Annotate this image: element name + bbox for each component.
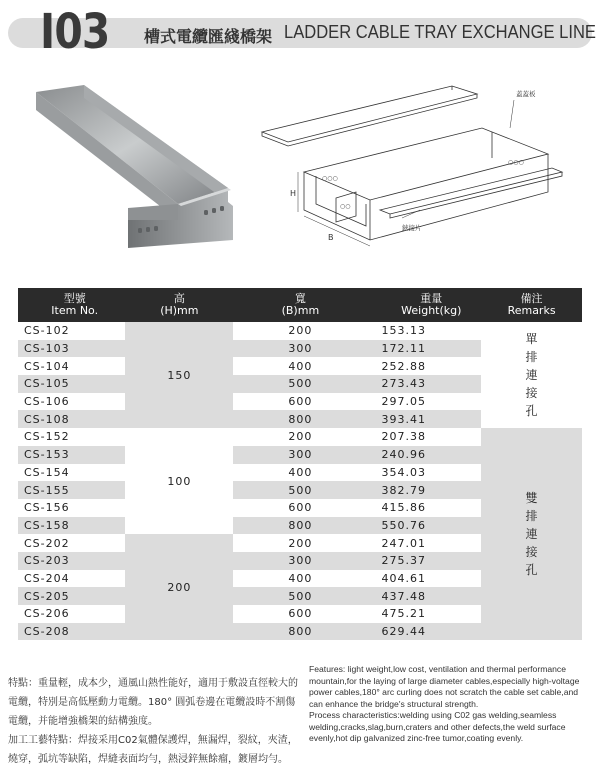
table-row: CS-204 400 404.61	[24, 571, 426, 585]
table-row: CS-106 600 297.05	[24, 395, 426, 409]
page-header	[0, 0, 600, 62]
remarks-cell: 單排連接孔	[481, 322, 582, 428]
table-row: CS-102 150 200 153.13 單排連接孔	[18, 322, 582, 340]
en-features-text: Features: light weight,low cost, ventilation and thermal performance mountain,for the laying of large diameter cables,especially high-voltage power cables,180° arc curling does not scratch the cable set cable,and can enhance the bridge's structural strength.	[309, 664, 580, 709]
remarks-cell: 雙排連接孔	[481, 428, 582, 640]
table-row: CS-154 400 354.03	[24, 465, 426, 479]
svg-text:○○: ○○	[340, 203, 351, 210]
table-row: CS-108 800 393.41	[18, 410, 582, 428]
table-row: CS-103 300 172.11	[18, 340, 582, 358]
technical-drawing	[252, 80, 582, 255]
en-process-text: Process characteristics:welding using C02 gas welding,seamless welding,cracks,slag,burn,craters and other defects,the weld surface evenly,hot dip galvanized zinc-free tumor,coating evenly.	[309, 710, 566, 743]
title-chinese: 槽式電纜匯綫橋架	[144, 27, 273, 46]
height-cell: 150	[125, 322, 233, 428]
height-cell: 100	[125, 428, 233, 534]
header-height: 高 (H)mm	[125, 288, 233, 322]
header-width: 寬 (B)mm	[233, 288, 367, 322]
table-row: CS-105 500 273.43	[18, 375, 582, 393]
product-photo	[28, 80, 248, 255]
header-weight: 重量 Weight(kg)	[367, 288, 481, 322]
svg-text:○○○: ○○○	[508, 159, 524, 166]
label-cover: 蓋蓋板	[516, 90, 536, 98]
header-item: 型號 Item No.	[18, 288, 125, 322]
table-row: CS-203 300 275.37	[18, 552, 582, 570]
height-cell: 200	[125, 534, 233, 640]
table-row: CS-152 100 200 207.38 雙排連接孔	[18, 428, 582, 446]
table-row: CS-104 400 252.88	[24, 359, 426, 373]
spec-table	[18, 288, 582, 640]
table-row: CS-158 800 550.76	[18, 517, 582, 535]
product-number: I03	[40, 4, 110, 60]
label-dim-b: B	[328, 233, 334, 242]
table-header-row	[18, 288, 582, 322]
table-row: CS-208 800 629.44	[18, 623, 582, 641]
table-row: CS-205 500 437.48	[18, 587, 582, 605]
features-chinese	[8, 674, 300, 769]
label-connector: 鋏接片	[402, 224, 422, 232]
table-row: CS-202 200 200 247.01	[18, 534, 582, 552]
zh-process-text: 加工工藝特點：焊接采用C02氣體保護焊，無漏焊，裂紋，夾渣，燒穿，弧坑等缺陷，焊縫表面均勻，熱浸鋅無餘瘤，鍍層均勻。	[8, 735, 298, 765]
table-row: CS-153 300 240.96	[18, 446, 582, 464]
features-english	[309, 664, 594, 745]
label-dim-h: H	[290, 189, 297, 198]
title-english: LADDER CABLE TRAY EXCHANGE LINE	[284, 22, 596, 42]
header-remarks: 備注 Remarks	[481, 288, 582, 322]
table-row: CS-156 600 415.86	[24, 501, 426, 515]
table-row: CS-206 600 475.21	[24, 607, 426, 621]
zh-features-text: 特點：重量輕，成本少，通風山熱性能好，適用于敷設直徑較大的電纜，特別是高低壓動力電纜。180° 圓弧卷邊在電纜設時不割傷電纜，并能增強橋架的結構強度。	[8, 678, 298, 727]
table-row: CS-155 500 382.79	[18, 481, 582, 499]
svg-text:○○○: ○○○	[322, 175, 338, 182]
